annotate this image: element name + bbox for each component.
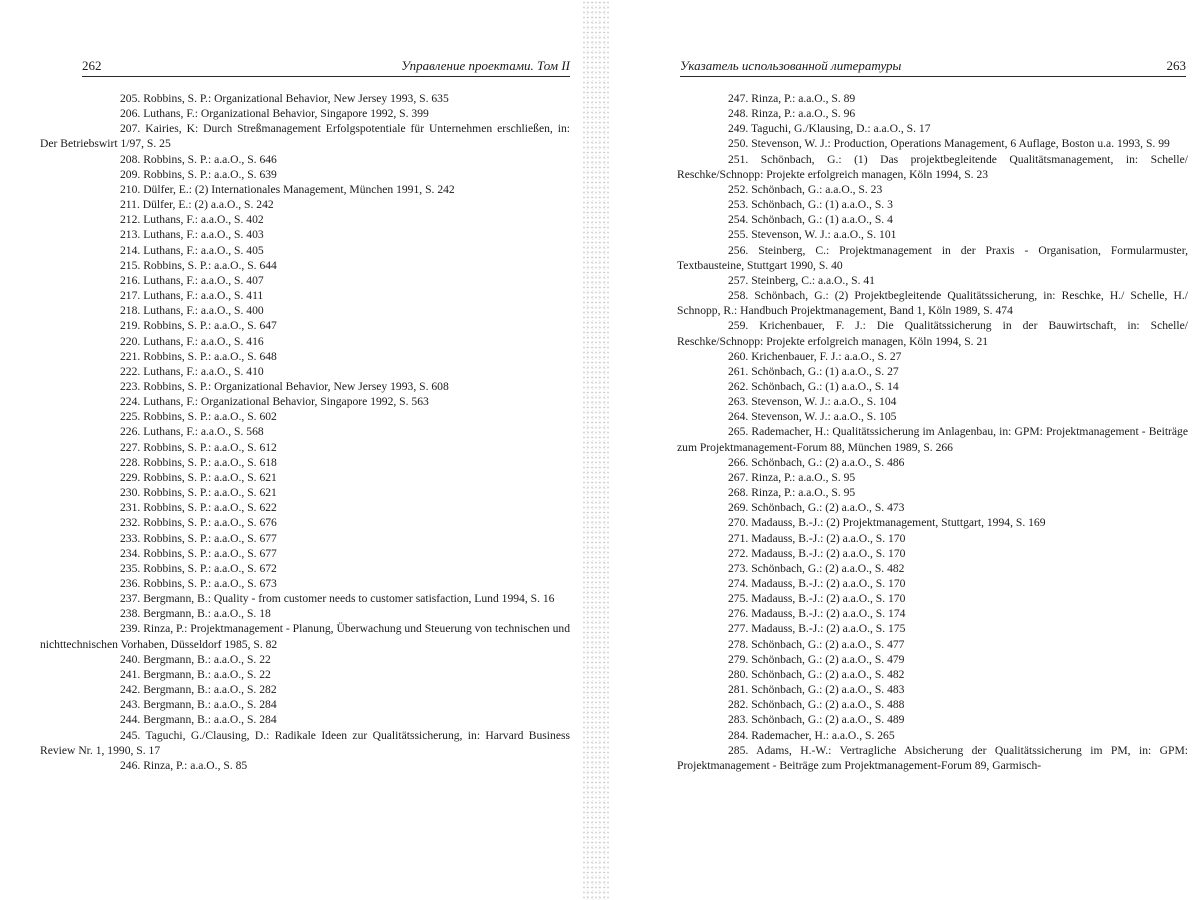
page-number: 263 [1166, 58, 1186, 73]
reference-entry: 210. Dülfer, E.: (2) Internationales Management, München 1991, S. 242 [120, 182, 455, 196]
reference-entry: 212. Luthans, F.: a.a.O., S. 402 [120, 213, 264, 227]
reference-entry: 271. Madauss, B.-J.: (2) a.a.O., S. 170 [728, 531, 906, 545]
reference-entry: 267. Rinza, P.: a.a.O., S. 95 [728, 470, 856, 484]
reference-entry: 261. Schönbach, G.: (1) a.a.O., S. 27 [728, 364, 899, 378]
reference-entry: 273. Schönbach, G.: (2) a.a.O., S. 482 [728, 561, 905, 575]
reference-entry: 225. Robbins, S. P.: a.a.O., S. 602 [120, 410, 277, 424]
reference-entry: 209. Robbins, S. P.: a.a.O., S. 639 [120, 167, 277, 181]
reference-entry: 262. Schönbach, G.: (1) a.a.O., S. 14 [728, 379, 899, 393]
reference-entry: 227. Robbins, S. P.: a.a.O., S. 612 [120, 440, 277, 454]
reference-entry: 280. Schönbach, G.: (2) a.a.O., S. 482 [728, 667, 905, 681]
reference-entry: 231. Robbins, S. P.: a.a.O., S. 622 [120, 501, 277, 515]
reference-entry: 272. Madauss, B.-J.: (2) a.a.O., S. 170 [728, 546, 906, 560]
reference-entry: 264. Stevenson, W. J.: a.a.O., S. 105 [728, 410, 897, 424]
reference-entry: 283. Schönbach, G.: (2) a.a.O., S. 489 [728, 713, 905, 727]
reference-entry: 224. Luthans, F.: Organizational Behavior, Singapore 1992, S. 563 [120, 395, 429, 409]
reference-entry: 275. Madauss, B.-J.: (2) a.a.O., S. 170 [728, 592, 906, 606]
right-page [610, 0, 1200, 900]
reference-entry: 215. Robbins, S. P.: a.a.O., S. 644 [120, 258, 277, 272]
reference-entry: 265. Rademacher, H.: Qualitätssicherung im Anlagenbau, in: GPM: Projektmanagement - Beiträge zum Projektmanagement-Forum 88, München 1989, S. 266 [677, 425, 1188, 454]
running-title: Указатель использованной литературы [680, 58, 902, 73]
reference-entry: 217. Luthans, F.: a.a.O., S. 411 [120, 289, 264, 303]
reference-entry: 268. Rinza, P.: a.a.O., S. 95 [728, 486, 856, 500]
reference-entry: 276. Madauss, B.-J.: (2) a.a.O., S. 174 [728, 607, 906, 621]
reference-entry: 257. Steinberg, C.: a.a.O., S. 41 [728, 273, 875, 287]
reference-entry: 235. Robbins, S. P.: a.a.O., S. 672 [120, 561, 277, 575]
reference-entry: 245. Taguchi, G./Clausing, D.: Radikale Ideen zur Qualitätssicherung, in: Harvard Business Review Nr. 1, 1990, S. 17 [40, 728, 570, 757]
reference-entry: 228. Robbins, S. P.: a.a.O., S. 618 [120, 455, 277, 469]
reference-entry: 249. Taguchi, G./Klausing, D.: a.a.O., S. 17 [728, 122, 931, 136]
reference-entry: 207. Kairies, K: Durch Streßmanagement Erfolgspotentiale für Unternehmen erschließen, in: Der Betriebswirt 1/97, S. 25 [40, 122, 570, 151]
reference-entry: 216. Luthans, F.: a.a.O., S. 407 [120, 273, 264, 287]
reference-entry: 277. Madauss, B.-J.: (2) a.a.O., S. 175 [728, 622, 906, 636]
reference-entry: 206. Luthans, F.: Organizational Behavior, Singapore 1992, S. 399 [120, 107, 429, 121]
reference-entry: 234. Robbins, S. P.: a.a.O., S. 677 [120, 546, 277, 560]
reference-entry: 281. Schönbach, G.: (2) a.a.O., S. 483 [728, 683, 905, 697]
reference-entry: 252. Schönbach, G.: a.a.O., S. 23 [728, 182, 883, 196]
reference-entry: 241. Bergmann, B.: a.a.O., S. 22 [120, 667, 271, 681]
reference-entry: 258. Schönbach, G.: (2) Projektbegleitende Qualitätssicherung, in: Reschke, H./ Schelle, H./ Schnopp, R.: Handbuch Projektmanagement, Band 1, Köln 1989, S. 474 [677, 289, 1188, 318]
reference-entry: 236. Robbins, S. P.: a.a.O., S. 673 [120, 577, 277, 590]
reference-entry: 226. Luthans, F.: a.a.O., S. 568 [120, 425, 264, 439]
reference-entry: 243. Bergmann, B.: a.a.O., S. 284 [120, 698, 277, 712]
running-title: Управление проектами. Том II [401, 58, 570, 73]
reference-entry: 250. Stevenson, W. J.: Production, Operations Management, 6 Auflage, Boston u.a. 1993, S. 99 [728, 137, 1170, 151]
reference-entry: 255. Stevenson, W. J.: a.a.O., S. 101 [728, 228, 897, 242]
reference-entry: 278. Schönbach, G.: (2) a.a.O., S. 477 [728, 637, 905, 651]
reference-entry: 284. Rademacher, H.: a.a.O., S. 265 [728, 728, 895, 742]
reference-entry: 221. Robbins, S. P.: a.a.O., S. 648 [120, 349, 277, 363]
reference-entry: 247. Rinza, P.: a.a.O., S. 89 [728, 92, 856, 105]
reference-entry: 259. Krichenbauer, F. J.: Die Qualitätssicherung in der Bauwirtschaft, in: Schelle/ Reschke/Schnopp: Projekte erfolgreich managen, Köln 1994, S. 21 [677, 319, 1188, 348]
reference-entry: 229. Robbins, S. P.: a.a.O., S. 621 [120, 470, 277, 484]
book-gutter [582, 0, 610, 900]
reference-entry: 242. Bergmann, B.: a.a.O., S. 282 [120, 683, 277, 697]
reference-list [677, 91, 1188, 773]
reference-entry: 232. Robbins, S. P.: a.a.O., S. 676 [120, 516, 277, 530]
reference-entry: 211. Dülfer, E.: (2) a.a.O., S. 242 [120, 198, 274, 212]
reference-entry: 213. Luthans, F.: a.a.O., S. 403 [120, 228, 264, 242]
reference-entry: 244. Bergmann, B.: a.a.O., S. 284 [120, 713, 277, 727]
right-page-header [680, 56, 1186, 77]
reference-entry: 246. Rinza, P.: a.a.O., S. 85 [120, 758, 248, 772]
left-page-header [82, 56, 570, 77]
reference-entry: 219. Robbins, S. P.: a.a.O., S. 647 [120, 319, 277, 333]
reference-entry: 260. Krichenbauer, F. J.: a.a.O., S. 27 [728, 349, 902, 363]
reference-entry: 251. Schönbach, G.: (1) Das projektbegleitende Qualitätsmanagement, in: Schelle/ Reschke/Schnopp: Projekte erfolgreich managen, Köln 1994, S. 23 [677, 152, 1188, 181]
reference-entry: 263. Stevenson, W. J.: a.a.O., S. 104 [728, 395, 897, 409]
reference-entry: 237. Bergmann, B.: Quality - from customer needs to customer satisfaction, Lund 1994, S. 16 [120, 592, 555, 606]
reference-entry: 248. Rinza, P.: a.a.O., S. 96 [728, 107, 856, 121]
page-number: 262 [82, 58, 102, 73]
reference-entry: 208. Robbins, S. P.: a.a.O., S. 646 [120, 152, 277, 166]
reference-entry: 230. Robbins, S. P.: a.a.O., S. 621 [120, 486, 277, 500]
reference-entry: 266. Schönbach, G.: (2) a.a.O., S. 486 [728, 455, 905, 469]
reference-entry: 254. Schönbach, G.: (1) a.a.O., S. 4 [728, 213, 893, 227]
reference-entry: 269. Schönbach, G.: (2) a.a.O., S. 473 [728, 501, 905, 515]
reference-entry: 256. Steinberg, C.: Projektmanagement in der Praxis - Organisation, Formularmuster, Textbausteine, Stuttgart 1990, S. 40 [677, 243, 1188, 272]
reference-entry: 285. Adams, H.-W.: Vertragliche Absicherung der Qualitätssicherung im PM, in: GPM: Projektmanagement - Beiträge zum Projektmanagement-Forum 89, Garmisch- [677, 743, 1188, 772]
reference-entry: 253. Schönbach, G.: (1) a.a.O., S. 3 [728, 198, 893, 212]
reference-entry: 220. Luthans, F.: a.a.O., S. 416 [120, 334, 264, 348]
reference-entry: 282. Schönbach, G.: (2) a.a.O., S. 488 [728, 698, 905, 712]
reference-entry: 205. Robbins, S. P.: Organizational Behavior, New Jersey 1993, S. 635 [120, 92, 449, 105]
reference-entry: 223. Robbins, S. P.: Organizational Behavior, New Jersey 1993, S. 608 [120, 379, 449, 393]
reference-entry: 218. Luthans, F.: a.a.O., S. 400 [120, 304, 264, 318]
reference-list [40, 91, 570, 773]
reference-entry: 238. Bergmann, B.: a.a.O., S. 18 [120, 607, 271, 621]
reference-entry: 239. Rinza, P.: Projektmanagement - Planung, Überwachung und Steuerung von technischen und nichttechnischen Vorhaben, Düsseldorf 1985, S. 82 [40, 622, 570, 651]
reference-entry: 233. Robbins, S. P.: a.a.O., S. 677 [120, 531, 277, 545]
reference-entry: 214. Luthans, F.: a.a.O., S. 405 [120, 243, 264, 257]
reference-entry: 240. Bergmann, B.: a.a.O., S. 22 [120, 652, 271, 666]
reference-entry: 270. Madauss, B.-J.: (2) Projektmanagement, Stuttgart, 1994, S. 169 [728, 516, 1046, 530]
reference-entry: 279. Schönbach, G.: (2) a.a.O., S. 479 [728, 652, 905, 666]
reference-entry: 222. Luthans, F.: a.a.O., S. 410 [120, 364, 264, 378]
reference-entry: 274. Madauss, B.-J.: (2) a.a.O., S. 170 [728, 577, 906, 590]
